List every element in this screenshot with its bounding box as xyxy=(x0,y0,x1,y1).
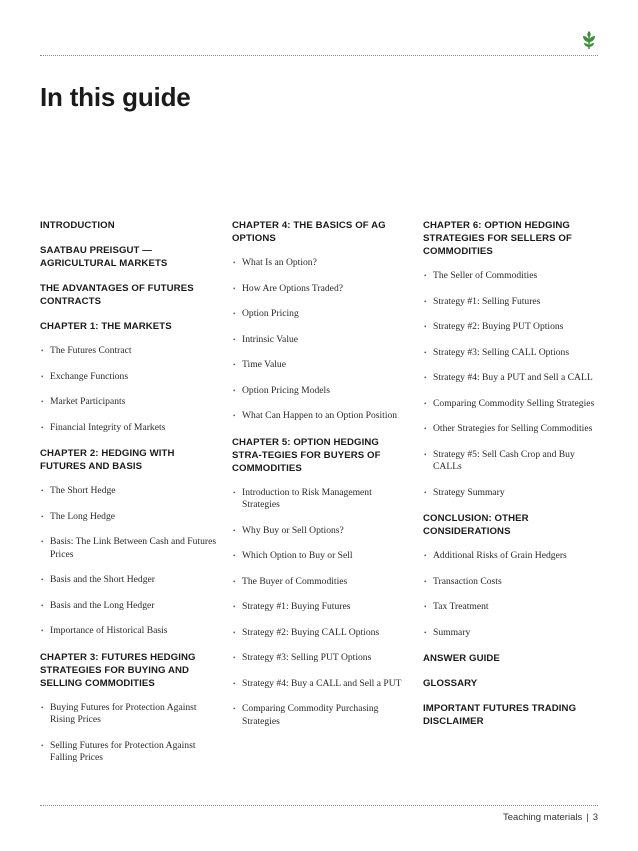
toc-column-1 xyxy=(40,219,218,778)
toc-heading: INTRODUCTION xyxy=(40,220,115,231)
toc-item: • Basis: The Link Between Cash and Futures Prices xyxy=(40,536,218,561)
toc-item: • Strategy #3: Selling PUT Options xyxy=(232,652,408,665)
toc-item: • Selling Futures for Protection Against Falling Prices xyxy=(40,740,218,765)
toc-heading: ANSWER GUIDE xyxy=(423,653,500,664)
top-dotted-rule xyxy=(40,55,598,56)
toc-item: • The Short Hedge xyxy=(40,485,218,498)
toc-heading: GLOSSARY xyxy=(423,678,478,689)
toc-item: • Introduction to Risk Management Strategies xyxy=(232,487,408,512)
toc-item: • Strategy Summary xyxy=(423,487,599,500)
bottom-dotted-rule xyxy=(40,805,598,806)
toc-heading: CHAPTER 4: THE BASICS OF AG OPTIONS xyxy=(232,220,386,244)
toc-item: • Market Participants xyxy=(40,396,218,409)
toc-item: • What Is an Option? xyxy=(232,257,408,270)
toc-item: • Intrinsic Value xyxy=(232,334,408,347)
toc-item: • Strategy #4: Buy a PUT and Sell a CALL xyxy=(423,372,599,385)
toc-item: • Summary xyxy=(423,627,599,640)
toc-item: • Basis and the Short Hedger xyxy=(40,574,218,587)
toc-item: • Option Pricing xyxy=(232,308,408,321)
toc-item: • Tax Treatment xyxy=(423,601,599,614)
page-footer xyxy=(503,812,598,823)
toc-item: • Basis and the Long Hedger xyxy=(40,600,218,613)
toc-item: • What Can Happen to an Option Position xyxy=(232,410,408,423)
toc-item: • Buying Futures for Protection Against Rising Prices xyxy=(40,702,218,727)
toc-item: • Option Pricing Models xyxy=(232,385,408,398)
toc-item: • The Seller of Commodities xyxy=(423,270,599,283)
page-number: 3 xyxy=(592,812,598,823)
toc-item: • Strategy #1: Buying Futures xyxy=(232,601,408,614)
toc-heading: CHAPTER 1: THE MARKETS xyxy=(40,321,172,332)
toc-heading: CHAPTER 5: OPTION HEDGING STRA-TEGIES FOR BUYERS OF COMMODITIES xyxy=(232,436,381,474)
toc-item: • Transaction Costs xyxy=(423,576,599,589)
toc-item: • Strategy #3: Selling CALL Options xyxy=(423,347,599,360)
toc-item: • Additional Risks of Grain Hedgers xyxy=(423,550,599,563)
toc-item: • How Are Options Traded? xyxy=(232,283,408,296)
toc-heading: CHAPTER 6: OPTION HEDGING STRATEGIES FOR SELLERS OF COMMODITIES xyxy=(423,220,572,257)
toc-item: • Exchange Functions xyxy=(40,371,218,384)
toc-item: • Why Buy or Sell Options? xyxy=(232,525,408,538)
toc-item: • The Futures Contract xyxy=(40,345,218,358)
toc-item: • Other Strategies for Selling Commodities xyxy=(423,423,599,436)
toc-heading: IMPORTANT FUTURES TRADING DISCLAIMER xyxy=(423,703,577,727)
toc-item: • Comparing Commodity Purchasing Strategies xyxy=(232,703,408,728)
toc-heading: CHAPTER 3: FUTURES HEDGING STRATEGIES FOR BUYING AND SELLING COMMODITIES xyxy=(40,651,196,689)
toc-heading: THE ADVANTAGES OF FUTURES CONTRACTS xyxy=(40,283,194,307)
toc-column-2 xyxy=(232,219,408,741)
wheat-leaf-icon xyxy=(581,30,597,50)
toc-column-3 xyxy=(423,219,599,740)
toc-item: • Importance of Historical Basis xyxy=(40,625,218,638)
toc-item: • Strategy #4: Buy a CALL and Sell a PUT xyxy=(232,678,408,691)
footer-separator: | xyxy=(586,812,589,823)
toc-item: • Which Option to Buy or Sell xyxy=(232,550,408,563)
toc-item: • Strategy #2: Buying CALL Options xyxy=(232,627,408,640)
toc-item: • Financial Integrity of Markets xyxy=(40,422,218,435)
toc-heading: CHAPTER 2: HEDGING WITH FUTURES AND BASIS xyxy=(40,448,175,472)
page-title: In this guide xyxy=(40,82,191,112)
toc-item: • Strategy #2: Buying PUT Options xyxy=(423,321,599,334)
toc-item: • The Long Hedge xyxy=(40,511,218,524)
toc-item: • Time Value xyxy=(232,359,408,372)
toc-item: • The Buyer of Commodities xyxy=(232,576,408,589)
toc-item: • Comparing Commodity Selling Strategies xyxy=(423,398,599,411)
toc-heading: CONCLUSION: OTHER CONSIDERATIONS xyxy=(423,513,529,537)
toc-item: • Strategy #1: Selling Futures xyxy=(423,296,599,309)
toc-heading: SAATBAU PREISGUT — AGRICULTURAL MARKETS xyxy=(40,245,168,269)
toc-item: • Strategy #5: Sell Cash Crop and Buy CALLs xyxy=(423,449,599,474)
footer-label: Teaching materials xyxy=(503,812,583,823)
